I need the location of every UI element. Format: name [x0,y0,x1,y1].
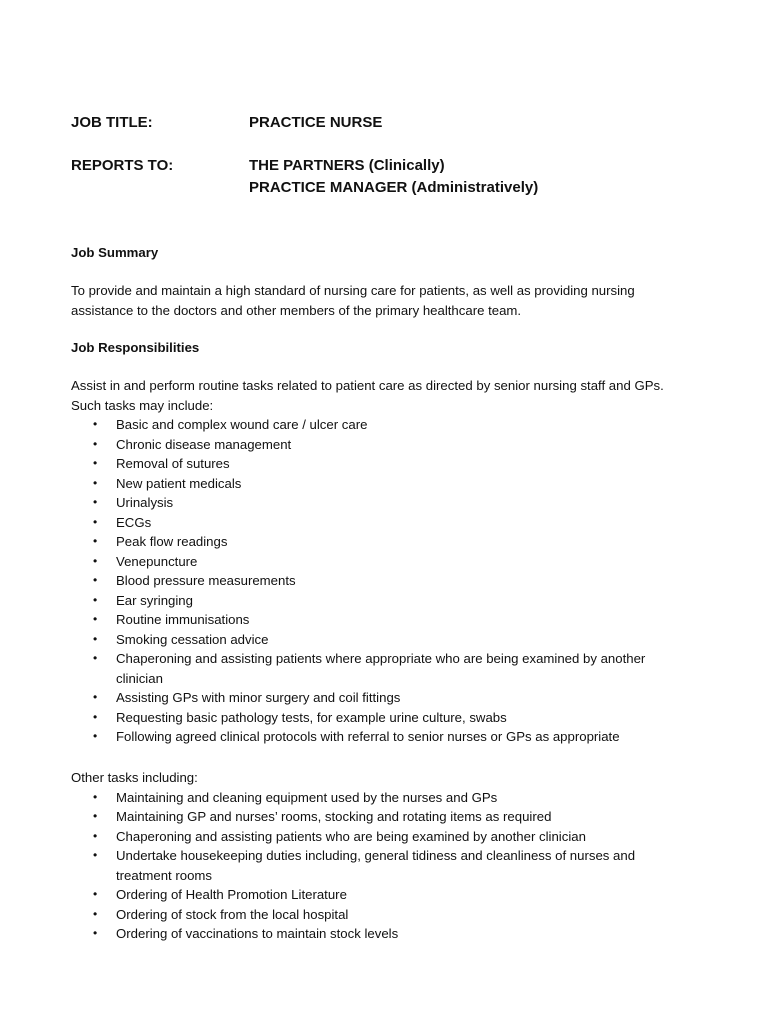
list-item [71,688,721,708]
list-item-text: Chronic disease management [116,436,292,452]
bullet-icon: • [93,495,98,509]
list-item-text: clinician [116,670,163,686]
list-item-text: Undertake housekeeping duties including, general tidiness and cleanliness of nurses and [116,848,636,863]
list-item-text: Routine immunisations [116,612,250,627]
list-item-text: Smoking cessation advice [116,631,269,647]
responsibilities-intro-line: Such tasks may include: [71,397,214,413]
bullet-icon: • [93,848,98,862]
list-item-text: Chaperoning and assisting patients who are being examined by another clinician [116,828,586,844]
reports-to-administrative: PRACTICE MANAGER (Administratively) [249,179,539,196]
reports-to-label: REPORTS TO: [71,157,174,174]
responsibilities-list [71,415,721,747]
bullet-icon: • [93,592,98,607]
list-item [71,630,721,650]
other-tasks-block [71,768,721,944]
list-item-text: Maintaining and cleaning equipment used by the nurses and GPs [116,789,498,805]
list-item [71,552,721,572]
bullet-icon: • [93,417,98,431]
bullet-icon: • [93,809,98,823]
list-item-text: Chaperoning and assisting patients where appropriate who are being examined by another [116,651,646,666]
bullet-icon: • [93,631,98,646]
list-item-text: Peak flow readings [116,534,228,549]
list-item-text: Basic and complex wound care / ulcer care [116,417,368,432]
list-item-text: Urinalysis [116,495,174,510]
bullet-icon: • [93,651,98,665]
list-item-text: ECGs [116,514,152,530]
list-item [71,846,721,885]
list-item [71,924,721,944]
reports-to-values [249,155,538,199]
list-item-text: Blood pressure measurements [116,573,296,588]
job-summary-paragraph [71,281,701,320]
list-item-text: Ordering of Health Promotion Literature [116,887,347,902]
job-summary-line: To provide and maintain a high standard of nursing care for patients, as well as providing nursing [71,283,635,298]
job-summary-heading: Job Summary [71,245,159,260]
list-item [71,474,721,494]
list-item-text: Ordering of vaccinations to maintain stock levels [116,926,399,941]
list-item [71,788,721,808]
responsibilities-intro-line: Assist in and perform routine tasks related to patient care as directed by senior nursing staff and GPs. [71,378,664,393]
bullet-icon: • [93,690,98,704]
bullet-icon: • [93,887,98,901]
job-title-label: JOB TITLE: [71,114,153,131]
list-item-text: Venepuncture [116,553,198,569]
bullet-icon: • [93,456,98,470]
other-tasks-list [71,788,721,944]
bullet-icon: • [93,828,98,843]
list-item [71,708,721,728]
list-item-text: treatment rooms [116,867,213,883]
list-item [71,885,721,905]
list-item [71,807,721,827]
job-summary-line: assistance to the doctors and other members of the primary healthcare team. [71,302,522,318]
list-item [71,435,721,455]
list-item [71,532,721,552]
job-responsibilities-heading: Job Responsibilities [71,340,200,355]
list-item-text: New patient medicals [116,475,242,491]
list-item-text: Assisting GPs with minor surgery and coil fittings [116,690,401,705]
bullet-icon: • [93,553,98,568]
list-item [71,827,721,847]
bullet-icon: • [93,514,98,529]
bullet-icon: • [93,926,98,940]
list-item [71,454,721,474]
bullet-icon: • [93,612,98,626]
bullet-icon: • [93,709,98,724]
reports-to-clinical: THE PARTNERS (Clinically) [249,157,445,174]
list-item [71,513,721,533]
bullet-icon: • [93,729,98,743]
list-item-text: Requesting basic pathology tests, for example urine culture, swabs [116,709,507,725]
list-item-text: Following agreed clinical protocols with referral to senior nurses or GPs as appropriate [116,729,620,744]
list-item [71,591,721,611]
bullet-icon: • [93,906,98,921]
bullet-icon: • [93,436,98,451]
list-item-text: Ordering of stock from the local hospital [116,906,349,922]
list-item [71,649,721,688]
list-item [71,905,721,925]
list-item [71,493,721,513]
other-tasks-intro: Other tasks including: [71,770,198,785]
job-title-value: PRACTICE NURSE [249,114,383,131]
bullet-icon: • [93,475,98,490]
list-item-text: Removal of sutures [116,456,230,471]
list-item [71,571,721,591]
list-item [71,415,721,435]
bullet-icon: • [93,573,98,587]
list-item-text: Maintaining GP and nurses’ rooms, stocking and rotating items as required [116,809,552,824]
list-item-text: Ear syringing [116,592,193,608]
bullet-icon: • [93,789,98,804]
list-item [71,727,721,747]
job-responsibilities-block [71,376,721,747]
bullet-icon: • [93,534,98,548]
list-item [71,610,721,630]
